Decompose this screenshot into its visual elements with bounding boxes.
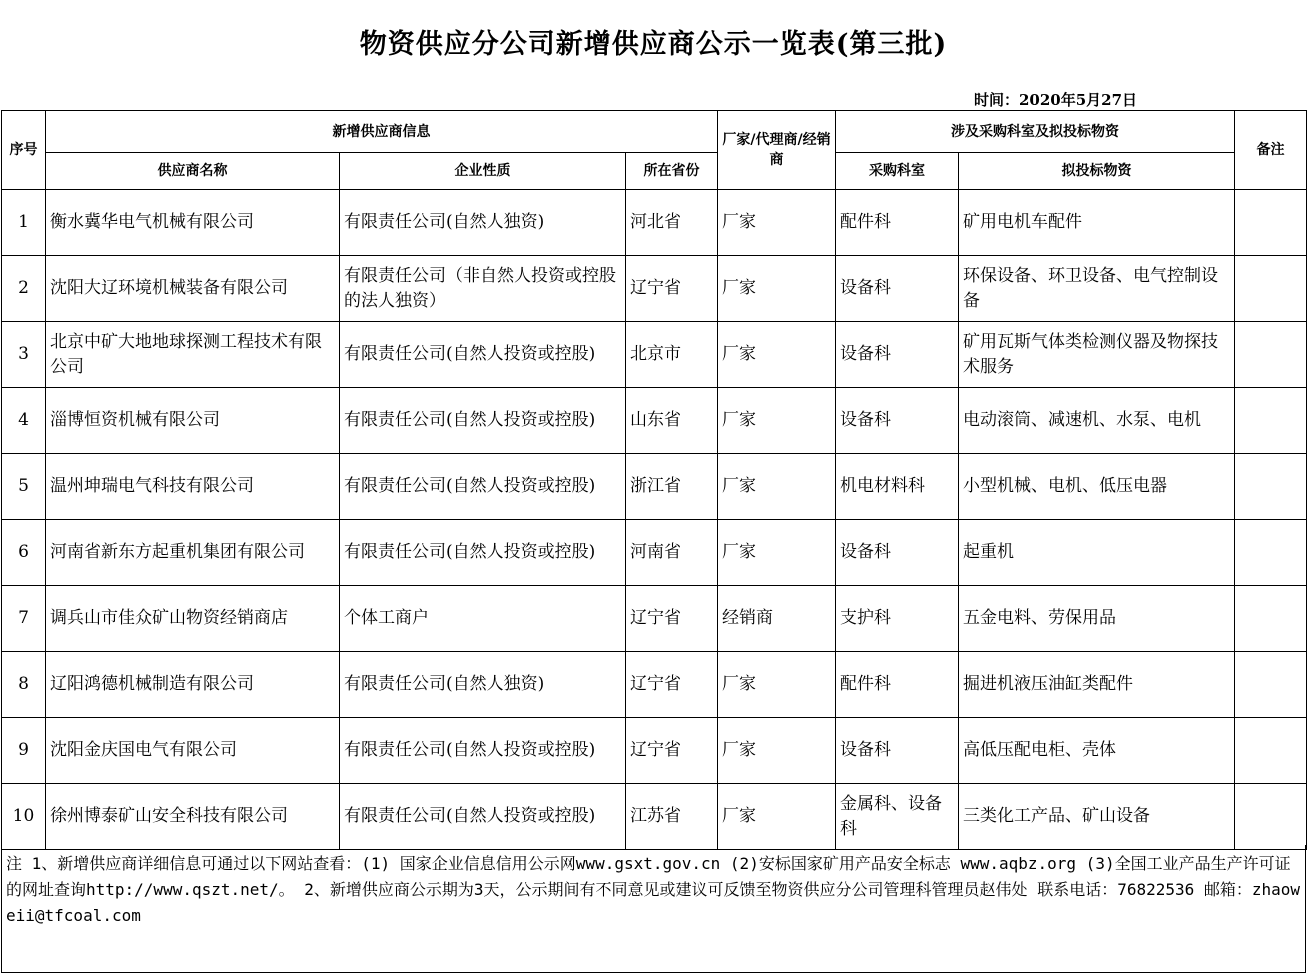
cell-procurement-dept: 设备科 xyxy=(836,388,959,454)
table-row xyxy=(2,718,1307,784)
cell-seq: 8 xyxy=(2,652,46,718)
cell-remark xyxy=(1235,454,1307,520)
cell-province: 辽宁省 xyxy=(626,256,718,322)
cell-seq: 4 xyxy=(2,388,46,454)
cell-supplier-type: 厂家 xyxy=(718,520,836,586)
cell-supplier-type: 经销商 xyxy=(718,586,836,652)
cell-supplier-type: 厂家 xyxy=(718,454,836,520)
cell-supplier-name: 沈阳大辽环境机械装备有限公司 xyxy=(46,256,340,322)
cell-supplier-type: 厂家 xyxy=(718,718,836,784)
cell-procurement-dept: 配件科 xyxy=(836,190,959,256)
header-materials: 拟投标物资 xyxy=(959,153,1235,190)
cell-remark xyxy=(1235,718,1307,784)
cell-materials: 起重机 xyxy=(959,520,1235,586)
cell-seq: 1 xyxy=(2,190,46,256)
cell-materials: 矿用瓦斯气体类检测仪器及物探技术服务 xyxy=(959,322,1235,388)
cell-seq: 3 xyxy=(2,322,46,388)
cell-seq: 2 xyxy=(2,256,46,322)
cell-materials: 高低压配电柜、壳体 xyxy=(959,718,1235,784)
table-row xyxy=(2,520,1307,586)
cell-supplier-name: 沈阳金庆国电气有限公司 xyxy=(46,718,340,784)
cell-materials: 三类化工产品、矿山设备 xyxy=(959,784,1235,850)
header-province: 所在省份 xyxy=(626,153,718,190)
table-row xyxy=(2,784,1307,850)
footnote: 注 1、新增供应商详细信息可通过以下网站查看：(1) 国家企业信息信用公示网www.gsxt.gov.cn (2)安标国家矿用产品安全标志 www.aqbz.org (3)全国工业产品生产许可证的网址查询http://www.qszt.net/。 2、新增供应商公示期为3天，公示期间有不同意见或建议可反馈至物资供应分公司管理科管理员赵伟处 联系电话：76822536 邮箱：zhaoweii@tfcoal.com xyxy=(1,845,1306,973)
cell-remark xyxy=(1235,256,1307,322)
header-type: 厂家/代理商/经销商 xyxy=(718,111,836,190)
cell-enterprise-nature: 有限责任公司（非自然人投资或控股的法人独资） xyxy=(340,256,626,322)
cell-supplier-name: 温州坤瑞电气科技有限公司 xyxy=(46,454,340,520)
header-procurement: 涉及采购科室及拟投标物资 xyxy=(836,111,1235,153)
table-row xyxy=(2,190,1307,256)
cell-province: 辽宁省 xyxy=(626,586,718,652)
table-row xyxy=(2,256,1307,322)
cell-province: 河南省 xyxy=(626,520,718,586)
table-row xyxy=(2,652,1307,718)
table-row xyxy=(2,454,1307,520)
header-name: 供应商名称 xyxy=(46,153,340,190)
cell-enterprise-nature: 有限责任公司(自然人投资或控股) xyxy=(340,454,626,520)
header-remark: 备注 xyxy=(1235,111,1307,190)
table-row xyxy=(2,388,1307,454)
cell-supplier-name: 调兵山市佳众矿山物资经销商店 xyxy=(46,586,340,652)
cell-materials: 电动滚筒、减速机、水泵、电机 xyxy=(959,388,1235,454)
cell-province: 辽宁省 xyxy=(626,652,718,718)
cell-supplier-type: 厂家 xyxy=(718,388,836,454)
cell-supplier-type: 厂家 xyxy=(718,190,836,256)
cell-province: 浙江省 xyxy=(626,454,718,520)
cell-seq: 5 xyxy=(2,454,46,520)
header-seq: 序号 xyxy=(2,111,46,190)
cell-supplier-name: 淄博恒资机械有限公司 xyxy=(46,388,340,454)
cell-supplier-name: 河南省新东方起重机集团有限公司 xyxy=(46,520,340,586)
cell-supplier-name: 徐州博泰矿山安全科技有限公司 xyxy=(46,784,340,850)
cell-enterprise-nature: 有限责任公司(自然人投资或控股) xyxy=(340,718,626,784)
cell-remark xyxy=(1235,652,1307,718)
cell-province: 江苏省 xyxy=(626,784,718,850)
cell-supplier-type: 厂家 xyxy=(718,784,836,850)
cell-materials: 五金电料、劳保用品 xyxy=(959,586,1235,652)
cell-materials: 小型机械、电机、低压电器 xyxy=(959,454,1235,520)
supplier-table xyxy=(1,110,1307,850)
publish-date: 时间：2020年5月27日 xyxy=(974,91,1138,109)
cell-remark xyxy=(1235,322,1307,388)
cell-materials: 掘进机液压油缸类配件 xyxy=(959,652,1235,718)
cell-seq: 10 xyxy=(2,784,46,850)
cell-enterprise-nature: 有限责任公司(自然人投资或控股) xyxy=(340,784,626,850)
cell-enterprise-nature: 有限责任公司(自然人投资或控股) xyxy=(340,520,626,586)
cell-procurement-dept: 机电材料科 xyxy=(836,454,959,520)
cell-materials: 环保设备、环卫设备、电气控制设备 xyxy=(959,256,1235,322)
cell-procurement-dept: 配件科 xyxy=(836,652,959,718)
cell-remark xyxy=(1235,784,1307,850)
cell-remark xyxy=(1235,520,1307,586)
cell-remark xyxy=(1235,388,1307,454)
cell-province: 辽宁省 xyxy=(626,718,718,784)
cell-supplier-name: 北京中矿大地地球探测工程技术有限公司 xyxy=(46,322,340,388)
cell-supplier-name: 辽阳鸿德机械制造有限公司 xyxy=(46,652,340,718)
cell-seq: 6 xyxy=(2,520,46,586)
cell-seq: 7 xyxy=(2,586,46,652)
cell-supplier-name: 衡水冀华电气机械有限公司 xyxy=(46,190,340,256)
header-dept: 采购科室 xyxy=(836,153,959,190)
table-row xyxy=(2,586,1307,652)
header-nature: 企业性质 xyxy=(340,153,626,190)
cell-procurement-dept: 设备科 xyxy=(836,256,959,322)
cell-procurement-dept: 支护科 xyxy=(836,586,959,652)
cell-remark xyxy=(1235,190,1307,256)
cell-enterprise-nature: 有限责任公司(自然人独资) xyxy=(340,190,626,256)
cell-enterprise-nature: 有限责任公司(自然人投资或控股) xyxy=(340,388,626,454)
cell-supplier-type: 厂家 xyxy=(718,322,836,388)
cell-procurement-dept: 设备科 xyxy=(836,322,959,388)
cell-province: 北京市 xyxy=(626,322,718,388)
cell-procurement-dept: 设备科 xyxy=(836,718,959,784)
cell-procurement-dept: 设备科 xyxy=(836,520,959,586)
table-row xyxy=(2,322,1307,388)
cell-province: 山东省 xyxy=(626,388,718,454)
cell-province: 河北省 xyxy=(626,190,718,256)
cell-procurement-dept: 金属科、设备科 xyxy=(836,784,959,850)
page-title: 物资供应分公司新增供应商公示一览表(第三批) xyxy=(359,29,948,60)
cell-supplier-type: 厂家 xyxy=(718,256,836,322)
cell-remark xyxy=(1235,586,1307,652)
cell-enterprise-nature: 个体工商户 xyxy=(340,586,626,652)
cell-supplier-type: 厂家 xyxy=(718,652,836,718)
cell-enterprise-nature: 有限责任公司(自然人投资或控股) xyxy=(340,322,626,388)
header-supplier-info: 新增供应商信息 xyxy=(46,111,718,153)
cell-materials: 矿用电机车配件 xyxy=(959,190,1235,256)
cell-enterprise-nature: 有限责任公司(自然人独资) xyxy=(340,652,626,718)
cell-seq: 9 xyxy=(2,718,46,784)
